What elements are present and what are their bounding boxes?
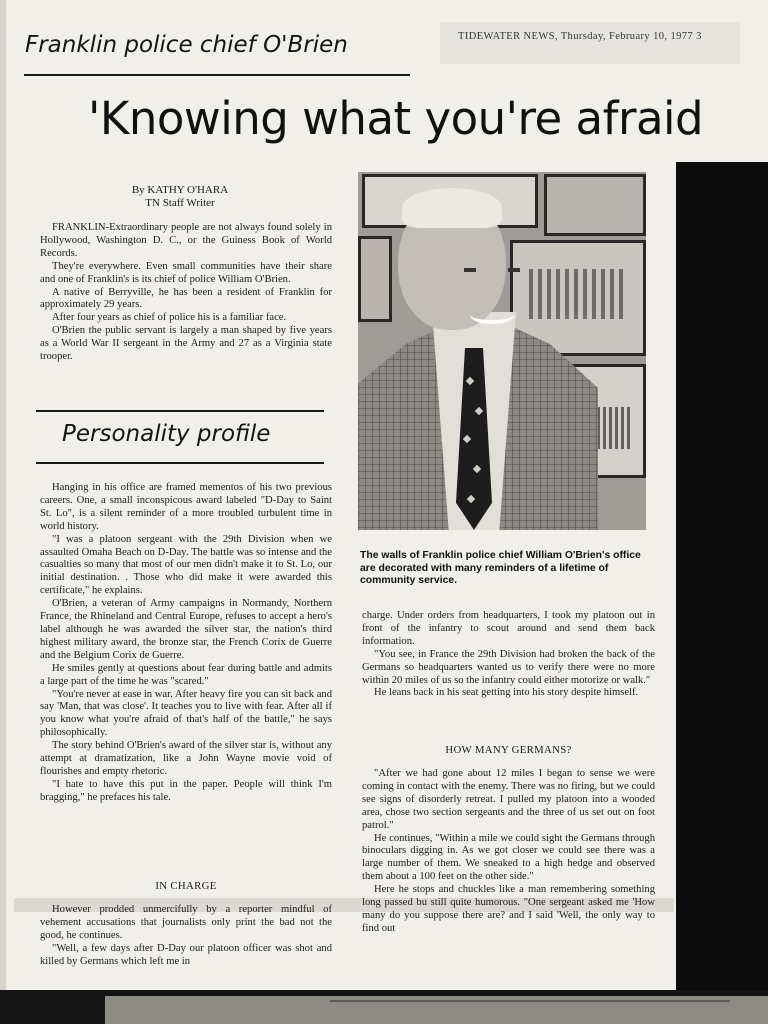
article-column-left-tail — [40, 904, 332, 969]
paragraph: O'Brien, a veteran of Army campaigns in Normandy, Northern France, the Rhineland and Central Europe, refuses to accept a hero's label although he was awarded the silver star, the nation's third highest military award, the bronze star, the French Corix de Guerre and the Belgium Corix de Guerre. — [40, 598, 332, 661]
paragraph: Hanging in his office are framed mementos of his two previous careers. One, a small inconspicous award labeled "D-Day to Saint St. Lo", is a silent reminder of a more troubled turbulent time in world history. — [40, 482, 332, 532]
article-column-left — [40, 482, 332, 805]
dateline-strip — [440, 22, 740, 64]
profile-rule-bottom — [36, 462, 324, 464]
subhead-in-charge: IN CHARGE — [155, 880, 217, 892]
paragraph: "You see, in France the 29th Division had broken the back of the Germans so headquarters wanted us to verify there were no more within 20 miles of us so the infantry could either motorize or walk." — [362, 648, 655, 686]
portrait-photo — [358, 172, 646, 530]
article-column-right — [362, 610, 655, 700]
paragraph: They're everywhere. Even small communities have their share and one of Franklin's is its chief of police William O'Brien. — [40, 260, 332, 285]
paragraph: He continues, "Within a mile we could sight the Germans through binoculars digging in. As we got closer we could see there was a large number of them. We sneaked to a high hedge and observed them about a 100 feet on the other side." — [362, 832, 655, 883]
adjacent-clipping-line — [330, 1000, 730, 1002]
byline — [80, 184, 280, 210]
byline-author: By KATHY O'HARA — [131, 184, 229, 196]
paragraph: "Well, a few days after D-Day our platoon officer was shot and killed by Germans which left me in — [40, 942, 332, 967]
section-title: Franklin police chief O'Brien — [25, 32, 348, 58]
hair — [402, 188, 502, 228]
headline: 'Knowing what you're afraid — [88, 92, 704, 145]
subhead-how-many-germans: HOW MANY GERMANS? — [445, 744, 572, 756]
wall-frame — [544, 174, 646, 236]
profile-heading: Personality profile — [62, 421, 271, 447]
paragraph: He leans back in his seat getting into his story despite himself. — [374, 687, 639, 699]
paragraph: A native of Berryville, he has been a resident of Franklin for approximately 29 years. — [40, 286, 332, 311]
photo-caption: The walls of Franklin police chief William O'Brien's office are decorated with many reminders of a lifetime of community service. — [360, 550, 641, 587]
paragraph: Here he stops and chuckles like a man remembering something long passed bu still quite humorous. "One sergeant asked me 'How many do you suppose there are? and I said 'Well, the only way to find out — [362, 884, 655, 934]
paragraph: FRANKLIN-Extraordinary people are not always found solely in Hollywood, Washington D. C., or the Guiness Book of World Records. — [40, 222, 332, 259]
wall-frame — [358, 236, 392, 322]
paragraph: "You're never at ease in war. After heavy fire you can sit back and say 'Man, that was close'. It teaches you to live with fear. After all if you know what you're afraid of that's half of the battle," he says philosophically. — [40, 688, 332, 739]
paragraph: However prodded unmercifully by a reporter mindful of vehement accusations that journalists only print the bad not the good, he continues. — [40, 904, 332, 941]
dateline: TIDEWATER NEWS, Thursday, February 10, 1977 3 — [458, 31, 702, 42]
paragraph: He smiles gently at questions about fear during battle and admits a large part of the time he was "scared." — [40, 662, 332, 687]
profile-rule-top — [36, 410, 324, 412]
scan-edge — [0, 0, 6, 990]
paragraph: After four years as chief of police his is a familiar face. — [52, 312, 287, 324]
paragraph: charge. Under orders from headquarters, I took my platoon out in front of the infantry to scout around and send them back information. — [362, 610, 655, 647]
paragraph: O'Brien the public servant is largely a man shaped by five years as a World War II sergeant in the Army and 27 as a Virginia state trooper. — [40, 325, 332, 363]
section-rule — [24, 74, 410, 76]
clipping-cut-edge — [676, 162, 768, 990]
intro-column — [40, 222, 332, 364]
article-column-right-tail — [362, 768, 655, 936]
paragraph: "After we had gone about 12 miles I began to sense we were coming in contact with the enemy. There was no firing, but we could see signs of disorderly retreat. I pulled my platoon into a wooded area, chose two section sergeants and the three of us set out on foot patrol." — [362, 768, 655, 831]
paragraph: "I was a platoon sergeant with the 29th Division when we assaulted Omaha Beach on D-Day. The battle was so intense and the casualties so many that most of our men didn't make it to St. Lo, our initial destination. . Those who did make it were awarded this certificate," he explains. — [40, 533, 332, 597]
paragraph: The story behind O'Brien's award of the silver star is, without any attempt at dramatization, like a John Wayne movie void of flourishes and empty rhetoric. — [40, 740, 332, 777]
paragraph: "I hate to have this put in the paper. People will think I'm bragging," he prefaces his tale. — [40, 778, 332, 803]
byline-role: TN Staff Writer — [145, 197, 215, 209]
